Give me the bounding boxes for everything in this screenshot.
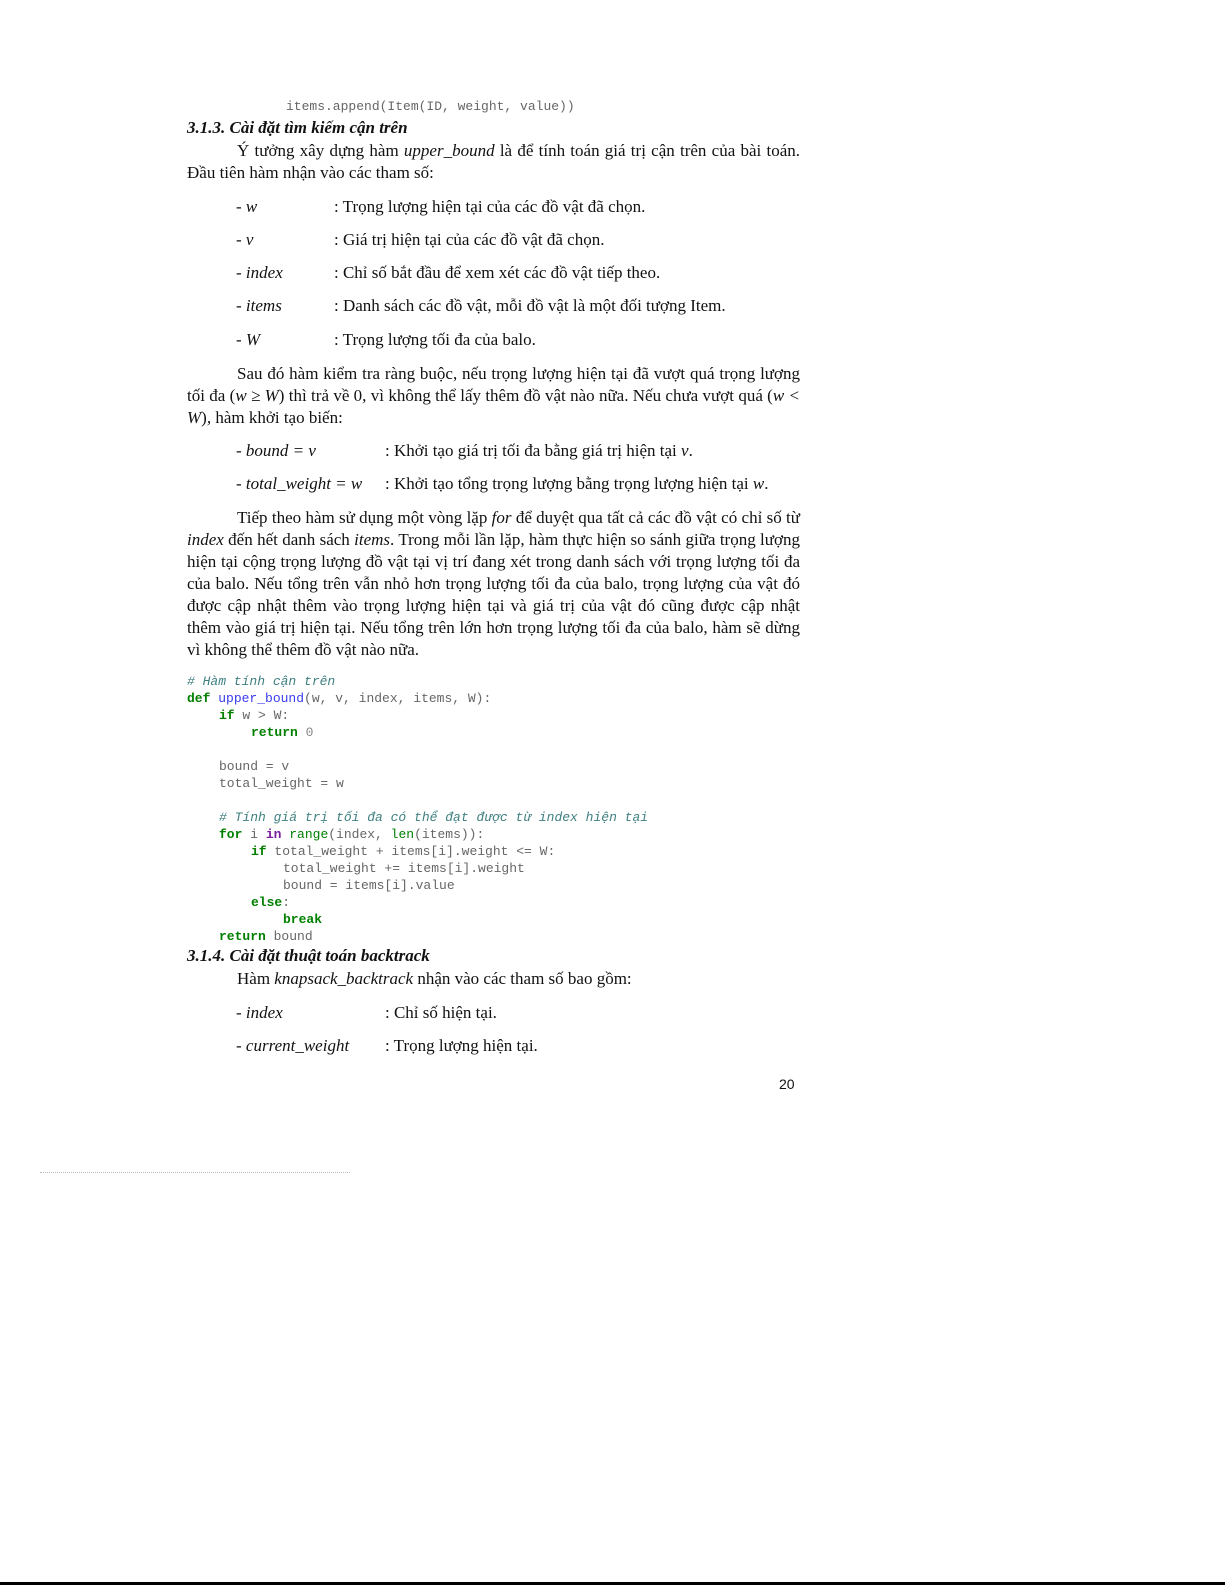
constraint-text-2: ) thì trả về 0, vì không thể lấy thêm đồ vật nào nữa. Nếu chưa vượt quá ( [278,386,773,405]
param-desc-v: : Giá trị hiện tại của các đồ vật đã chọn. [334,230,605,249]
init-item-bound: - bound = v [236,441,316,460]
loop-text-4: . Trong mỗi lần lặp, hàm thực hiện so sánh giữa trọng lượng hiện tại cộng trọng lượng đồ vật tại vị trí đang xét trong danh sách với trọng lượng tối đa của balo. Nếu tổng trên vẫn nhỏ hơn trọng lượng tối đa của balo, trọng lượng của vật đó được cập nhật thêm vào trọng lượng hiện tại và giá trị của vật đó cũng được cập nhật thêm vào giá trị hiện tại. Nếu tổng trên lớn hơn trọng lượng tối đa của balo, hàm sẽ dừng vì không thể thêm đồ vật nào nữa. [187,530,800,659]
code-line: total_weight = w [219,776,344,791]
constraint-paragraph [187,363,800,429]
init-desc-bound [385,440,693,462]
code-line: bound = v [219,759,290,774]
code-line [187,894,648,911]
code-line [187,724,648,741]
scan-artifact-line [40,1172,350,1174]
param-term: index [245,1003,283,1022]
code-keyword: if [251,844,267,859]
code-text: bound [265,929,313,944]
code-text: total_weight + items[i].weight <= W: [266,844,556,859]
constraint-text-1: Sau đó hàm kiểm tra ràng buộc, nếu trọng lượng hiện tại đã vượt quá trọng lượng tối đa ( [187,364,800,405]
code-line [187,928,648,945]
code-keyword: return [251,725,298,740]
param-desc-w: : Trọng lượng hiện tại của các đồ vật đã chọn. [334,197,646,216]
param-desc-items: : Danh sách các đồ vật, mỗi đồ vật là một đối tượng Item. [334,296,726,315]
code-text: : [282,895,291,910]
loop-items-term: items [354,530,391,549]
init-desc-text: : Khởi tạo giá trị tối đa bằng giá trị hiện tại [385,441,682,460]
code-text: i [242,827,266,842]
section-heading-3-1-3: 3.1.3. Cài đặt tìm kiếm cận trên [187,118,408,137]
code-builtin: len [390,827,415,842]
init-desc-end: . [688,441,693,460]
backtrack-fn-name: knapsack_backtrack [274,969,414,988]
code-blank-line [187,792,648,809]
param-item-W: - W [236,330,261,349]
init-desc-total-weight [385,473,768,495]
backtrack-intro-text-1: Hàm [237,969,275,988]
backtrack-intro [237,968,632,990]
init-desc-end: . [764,474,769,493]
param-desc-W: : Trọng lượng tối đa của balo. [334,330,536,349]
loop-index-term: index [187,530,224,549]
param-term: v [245,230,254,249]
intro-fn-name: upper_bound [403,141,495,160]
backtrack-param-current-weight: - current_weight [236,1036,350,1055]
backtrack-param-index: - index [236,1003,283,1022]
backtrack-intro-text-2: nhận vào các tham số bao gồm: [413,969,632,988]
param-item-items: - items [236,296,282,315]
init-desc-var: w [752,474,765,493]
constraint-cond-1: w ≥ W [235,386,279,405]
param-term: items [245,296,282,315]
intro-text-2: là để tính toán giá trị cận trên của bài toán. Đầu tiên hàm nhận vào các tham số: [187,141,800,182]
code-line [187,826,648,843]
param-item-v: - v [236,230,254,249]
code-keyword: else [251,895,283,910]
code-line [187,707,648,724]
constraint-cond-2: w < W [187,386,800,427]
code-blank-line [187,741,648,758]
code-keyword: return [219,929,266,944]
loop-text-1: Tiếp theo hàm sử dụng một vòng lặp [237,508,492,527]
section-heading-3-1-4: 3.1.4. Cài đặt thuật toán backtrack [187,946,430,965]
loop-text-3: đến hết danh sách [223,530,355,549]
code-line-items-append: items.append(Item(ID, weight, value)) [286,99,575,114]
loop-paragraph [187,507,800,661]
constraint-text-3: ), hàm khởi tạo biến: [201,408,343,427]
code-line [187,911,648,928]
init-desc-text: : Khởi tạo tổng trọng lượng bằng trọng lượng hiện tại [385,474,753,493]
code-keyword: def [187,691,211,706]
code-keyword: for [219,827,243,842]
param-desc-index: : Chỉ số bắt đầu để xem xét các đồ vật tiếp theo. [334,263,661,282]
param-term: index [245,263,283,282]
loop-for-term: for [491,508,512,527]
init-term: total_weight = w [245,474,363,493]
param-term: w [245,197,258,216]
code-text: w > W: [234,708,290,723]
init-desc-var: v [681,441,689,460]
code-line [187,690,648,707]
code-number: 0 [297,725,314,740]
code-keyword: in [265,827,282,842]
code-line: total_weight += items[i].weight [283,861,525,876]
code-comment: # Tính giá trị tối đa có thể đạt được từ index hiện tại [219,810,649,825]
loop-text-2: để duyệt qua tất cả các đồ vật có chỉ số từ [511,508,800,527]
code-function-name: upper_bound [218,691,305,706]
code-keyword: break [283,912,323,927]
code-line [187,843,648,860]
code-keyword: if [219,708,235,723]
code-text: (index, [328,827,391,842]
intro-paragraph [187,140,800,184]
param-term: current_weight [245,1036,350,1055]
param-item-index: - index [236,263,283,282]
init-term: bound = v [245,441,316,460]
backtrack-param-desc-current-weight: : Trọng lượng hiện tại. [385,1036,538,1055]
code-builtin: range [289,827,329,842]
backtrack-param-desc-index: : Chỉ số hiện tại. [385,1003,497,1022]
init-item-total-weight: - total_weight = w [236,474,363,493]
page-number: 20 [779,1076,795,1092]
intro-text-1: Ý tưởng xây dựng hàm [237,141,404,160]
code-text: (items)): [414,827,485,842]
code-comment: # Hàm tính cận trên [187,674,336,689]
code-block-upper-bound [187,673,648,945]
code-args: (w, v, index, items, W): [304,691,492,706]
param-term: W [245,330,261,349]
code-line: bound = items[i].value [283,878,455,893]
param-item-w: - w [236,197,258,216]
